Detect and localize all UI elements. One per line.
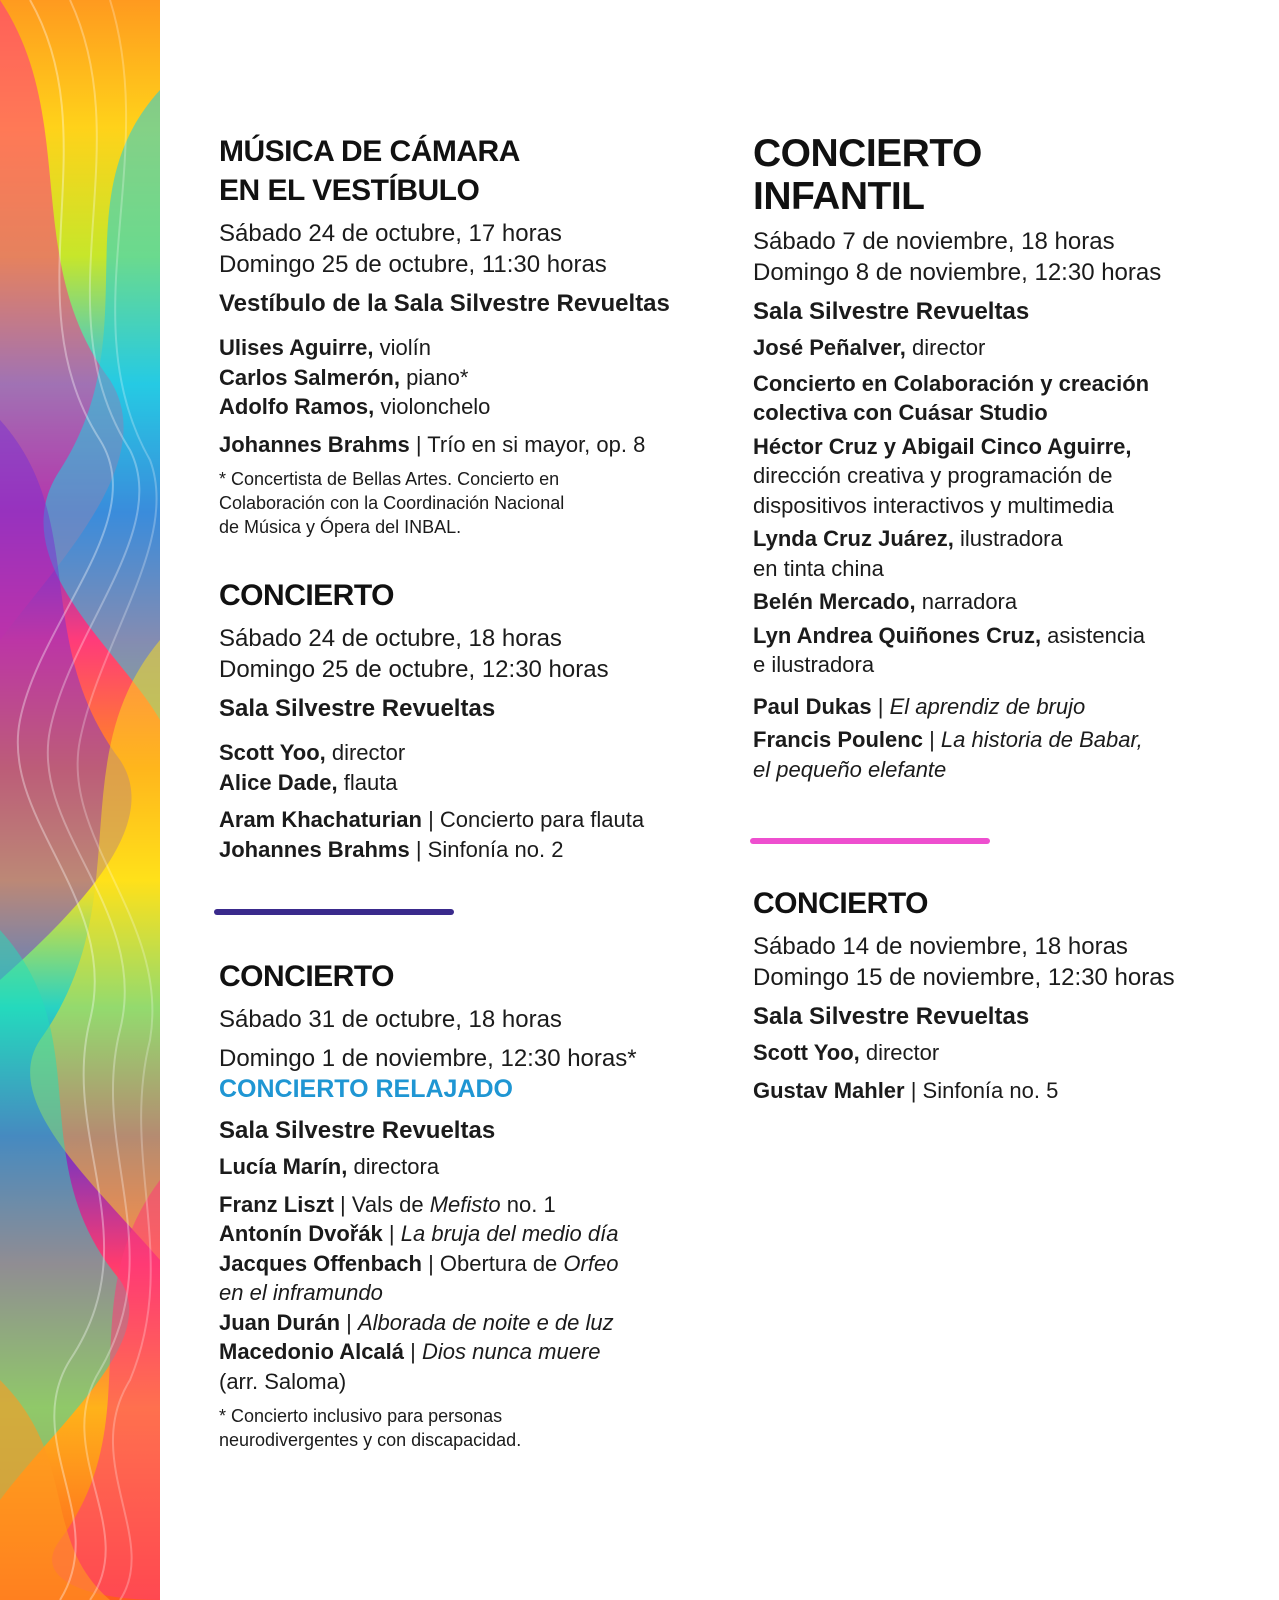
section-concierto-infantil	[753, 132, 1253, 784]
work-title-italic: Orfeo	[563, 1250, 619, 1276]
section-title: CONCIERTO	[753, 887, 928, 920]
work-title: |	[871, 693, 890, 719]
performer	[753, 621, 1253, 651]
collaboration-note	[753, 369, 1253, 399]
event-venue: Sala Silvestre Revueltas	[219, 1117, 496, 1144]
performer-role: en tinta china	[753, 555, 884, 581]
composer: Juan Durán	[219, 1309, 341, 1335]
work-title: | Trío en si mayor, op. 8	[409, 431, 646, 457]
work-title: no. 1	[500, 1191, 556, 1217]
performer-role: violín	[373, 335, 431, 360]
program-work-continued	[753, 755, 1253, 785]
decorative-wave-strip	[0, 0, 160, 1600]
program-work	[219, 805, 719, 835]
section-title: CONCIERTO	[219, 960, 394, 993]
composer: Jacques Offenbach	[219, 1250, 422, 1276]
performer	[219, 363, 719, 393]
composer: Gustav Mahler	[753, 1077, 905, 1103]
section-concierto-24-oct	[219, 576, 719, 864]
performer-role: violonchelo	[374, 394, 491, 419]
performer	[219, 738, 719, 768]
collaboration-text: colectiva con Cuásar Studio	[753, 400, 1048, 425]
work-title: |	[382, 1221, 401, 1246]
performer-name: Lucía Marín,	[219, 1154, 348, 1179]
performer	[753, 587, 1253, 617]
performer-name: Alice Dade,	[219, 769, 338, 795]
composer: Franz Liszt	[219, 1191, 334, 1217]
event-venue: Sala Silvestre Revueltas	[753, 1003, 1030, 1030]
composer: Johannes Brahms	[219, 431, 410, 457]
composer: Johannes Brahms	[219, 836, 410, 862]
performer-name: Scott Yoo,	[753, 1040, 860, 1065]
program-work-continued	[219, 1278, 719, 1308]
section-title: EN EL VESTÍBULO	[219, 174, 480, 207]
performer-name: Lyn Andrea Quiñones Cruz,	[753, 622, 1042, 648]
event-date: Sábado 24 de octubre, 18 horas	[219, 625, 562, 652]
footnote: * Concertista de Bellas Artes. Concierto en	[219, 469, 560, 489]
event-venue: Vestíbulo de la Sala Silvestre Revueltas	[219, 290, 670, 317]
event-date: Sábado 14 de noviembre, 18 horas	[753, 933, 1128, 960]
work-title: | Obertura de	[421, 1250, 564, 1276]
program-work	[219, 1249, 719, 1279]
work-title-italic: La bruja del medio día	[400, 1221, 619, 1246]
section-concierto-31-oct	[219, 957, 719, 1452]
composer: Aram Khachaturian	[219, 807, 422, 832]
collaboration-note	[753, 398, 1253, 428]
section-divider-pink	[750, 838, 990, 844]
event-date: Sábado 24 de octubre, 17 horas	[219, 220, 562, 247]
work-title-italic: Alborada de noite e de luz	[357, 1309, 614, 1335]
performer	[219, 333, 719, 363]
footnote: Colaboración con la Coordinación Nacional	[219, 493, 565, 513]
performer-role: directora	[347, 1154, 440, 1179]
event-date: Sábado 7 de noviembre, 18 horas	[753, 228, 1115, 255]
program-work	[219, 835, 719, 865]
performer-role: asistencia	[1041, 622, 1146, 648]
section-musica-de-camara	[219, 132, 719, 539]
program-work	[219, 1219, 719, 1249]
work-title-italic: La historia de Babar,	[940, 727, 1143, 752]
program-work	[219, 1308, 719, 1338]
work-title-italic: Dios nunca muere	[421, 1339, 601, 1364]
work-title: |	[922, 727, 941, 752]
event-date: Domingo 25 de octubre, 12:30 horas	[219, 656, 609, 683]
performer	[753, 524, 1253, 554]
work-title: |	[404, 1339, 422, 1364]
performer-name: Lynda Cruz Juárez,	[753, 526, 954, 551]
performer	[219, 1152, 719, 1182]
section-title: CONCIERTO	[219, 579, 394, 612]
performer-role: e ilustradora	[753, 652, 875, 677]
performer-role: piano*	[399, 364, 469, 390]
performer	[753, 333, 1253, 363]
work-title-italic: Mefisto	[429, 1191, 501, 1217]
performer-name: Belén Mercado,	[753, 589, 916, 614]
event-date: Domingo 8 de noviembre, 12:30 horas	[753, 259, 1162, 286]
program-work	[219, 1337, 719, 1367]
wave-pattern	[0, 0, 160, 1600]
section-divider	[214, 909, 454, 915]
performer-role: director	[859, 1040, 940, 1065]
event-date: Domingo 15 de noviembre, 12:30 horas	[753, 964, 1175, 991]
performer-name: Héctor Cruz y Abigail Cinco Aguirre,	[753, 433, 1132, 459]
performer-name: Scott Yoo,	[219, 740, 326, 765]
performer-role: dirección creativa y programación de	[753, 463, 1113, 488]
performer-name: Ulises Aguirre,	[219, 335, 374, 360]
work-title-italic: en el inframundo	[219, 1280, 383, 1305]
program-work	[753, 1076, 1253, 1106]
performer-role: director	[905, 335, 986, 360]
footnote: de Música y Ópera del INBAL.	[219, 517, 462, 537]
footnote: neurodivergentes y con discapacidad.	[219, 1430, 522, 1450]
composer: Paul Dukas	[753, 693, 872, 719]
footnote: * Concierto inclusivo para personas	[219, 1406, 503, 1426]
performer	[219, 392, 719, 422]
performer-name: Adolfo Ramos,	[219, 394, 375, 419]
event-venue: Sala Silvestre Revueltas	[753, 298, 1030, 325]
performer-name: Carlos Salmerón,	[219, 364, 400, 390]
work-title-italic: El aprendiz de brujo	[889, 693, 1086, 719]
work-title: | Vals de	[333, 1191, 430, 1217]
work-title: |	[340, 1309, 358, 1335]
performer-role: narradora	[915, 589, 1018, 614]
work-title: | Sinfonía no. 5	[904, 1077, 1059, 1103]
performer	[753, 432, 1253, 462]
section-title: CONCIERTO	[753, 132, 982, 175]
performer-name: José Peñalver,	[753, 335, 906, 360]
performer-role: director	[325, 740, 406, 765]
composer: Antonín Dvořák	[219, 1221, 383, 1246]
event-date: Sábado 31 de octubre, 18 horas	[219, 1006, 562, 1033]
relaxed-concert-label: CONCIERTO RELAJADO	[219, 1075, 514, 1103]
work-title: | Sinfonía no. 2	[409, 836, 564, 862]
program-work	[753, 692, 1253, 722]
section-title: MÚSICA DE CÁMARA	[219, 135, 520, 168]
event-venue: Sala Silvestre Revueltas	[219, 695, 496, 722]
composer: Macedonio Alcalá	[219, 1339, 405, 1364]
section-concierto-14-nov	[753, 884, 1253, 1105]
program-work-continued: (arr. Saloma)	[219, 1368, 347, 1394]
composer: Francis Poulenc	[753, 727, 923, 752]
event-date: Domingo 1 de noviembre, 12:30 horas*	[219, 1045, 637, 1072]
program-work	[219, 430, 719, 460]
performer-role: ilustradora	[953, 526, 1063, 551]
performer	[753, 1038, 1253, 1068]
work-title-italic: el pequeño elefante	[753, 756, 947, 782]
section-title: INFANTIL	[753, 175, 925, 218]
performer-role: flauta	[337, 769, 398, 795]
event-date: Domingo 25 de octubre, 11:30 horas	[219, 251, 607, 278]
program-work	[219, 1190, 719, 1220]
performer-role: dispositivos interactivos y multimedia	[753, 492, 1114, 518]
collaboration-text: Concierto en Colaboración y creación	[753, 370, 1150, 396]
program-work	[753, 725, 1253, 755]
work-title: | Concierto para flauta	[421, 807, 645, 832]
performer	[219, 768, 719, 798]
